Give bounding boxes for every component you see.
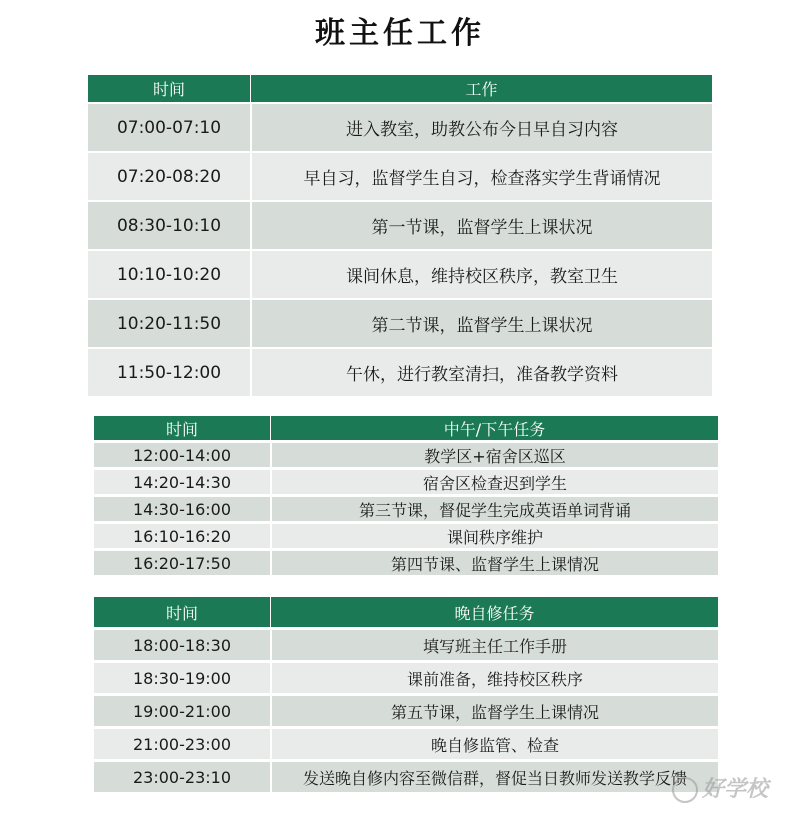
header-time: 时间 [94, 416, 270, 440]
task-cell: 午休，进行教室清扫，准备教学资料 [250, 349, 712, 396]
table-row [88, 349, 712, 396]
header-task: 工作 [250, 75, 712, 102]
task-cell: 课间秩序维护 [270, 524, 718, 548]
table-row [94, 524, 718, 548]
task-cell: 第二节课，监督学生上课状况 [250, 300, 712, 347]
table-row [94, 762, 718, 792]
header-task: 晚自修任务 [270, 597, 718, 627]
task-cell: 第五节课，监督学生上课情况 [270, 696, 718, 726]
time-cell: 18:30-19:00 [94, 663, 270, 693]
watermark-text: 好学校 [702, 777, 769, 802]
task-cell: 课间休息，维持校区秩序，教室卫生 [250, 251, 712, 298]
task-cell: 教学区+宿舍区巡区 [270, 443, 718, 467]
table-row [94, 551, 718, 575]
task-cell: 第四节课、监督学生上课情况 [270, 551, 718, 575]
task-cell: 第三节课，督促学生完成英语单词背诵 [270, 497, 718, 521]
table-row [88, 202, 712, 249]
time-cell: 16:20-17:50 [94, 551, 270, 575]
time-cell: 23:00-23:10 [94, 762, 270, 792]
time-cell: 14:30-16:00 [94, 497, 270, 521]
time-cell: 10:20-11:50 [88, 300, 250, 347]
time-cell: 18:00-18:30 [94, 630, 270, 660]
header-time: 时间 [88, 75, 250, 102]
time-cell: 11:50-12:00 [88, 349, 250, 396]
morning-schedule-table [88, 73, 712, 398]
task-cell: 晚自修监管、检查 [270, 729, 718, 759]
evening-schedule-table [94, 594, 718, 795]
task-cell: 发送晚自修内容至微信群，督促当日教师发送教学反馈 [270, 762, 718, 792]
time-cell: 07:00-07:10 [88, 104, 250, 151]
table-row [88, 153, 712, 200]
header-time: 时间 [94, 597, 270, 627]
time-cell: 14:20-14:30 [94, 470, 270, 494]
table-row [94, 696, 718, 726]
page-title: 班主任工作 [315, 16, 485, 51]
table-row [94, 470, 718, 494]
table-header-row [94, 416, 718, 440]
table-header-row [94, 597, 718, 627]
table-row [94, 663, 718, 693]
time-cell: 08:30-10:10 [88, 202, 250, 249]
table-header-row [88, 75, 712, 102]
header-task: 中午/下午任务 [270, 416, 718, 440]
time-cell: 12:00-14:00 [94, 443, 270, 467]
task-cell: 课前准备，维持校区秩序 [270, 663, 718, 693]
time-cell: 16:10-16:20 [94, 524, 270, 548]
task-cell: 进入教室，助教公布今日早自习内容 [250, 104, 712, 151]
task-cell: 宿舍区检查迟到学生 [270, 470, 718, 494]
time-cell: 21:00-23:00 [94, 729, 270, 759]
table-row [88, 104, 712, 151]
time-cell: 19:00-21:00 [94, 696, 270, 726]
time-cell: 07:20-08:20 [88, 153, 250, 200]
table-row [94, 630, 718, 660]
task-cell: 早自习，监督学生自习，检查落实学生背诵情况 [250, 153, 712, 200]
task-cell: 填写班主任工作手册 [270, 630, 718, 660]
table-row [88, 300, 712, 347]
table-row [94, 497, 718, 521]
task-cell: 第一节课，监督学生上课状况 [250, 202, 712, 249]
afternoon-schedule-table [94, 413, 718, 578]
table-row [88, 251, 712, 298]
time-cell: 10:10-10:20 [88, 251, 250, 298]
table-row [94, 729, 718, 759]
table-row [94, 443, 718, 467]
